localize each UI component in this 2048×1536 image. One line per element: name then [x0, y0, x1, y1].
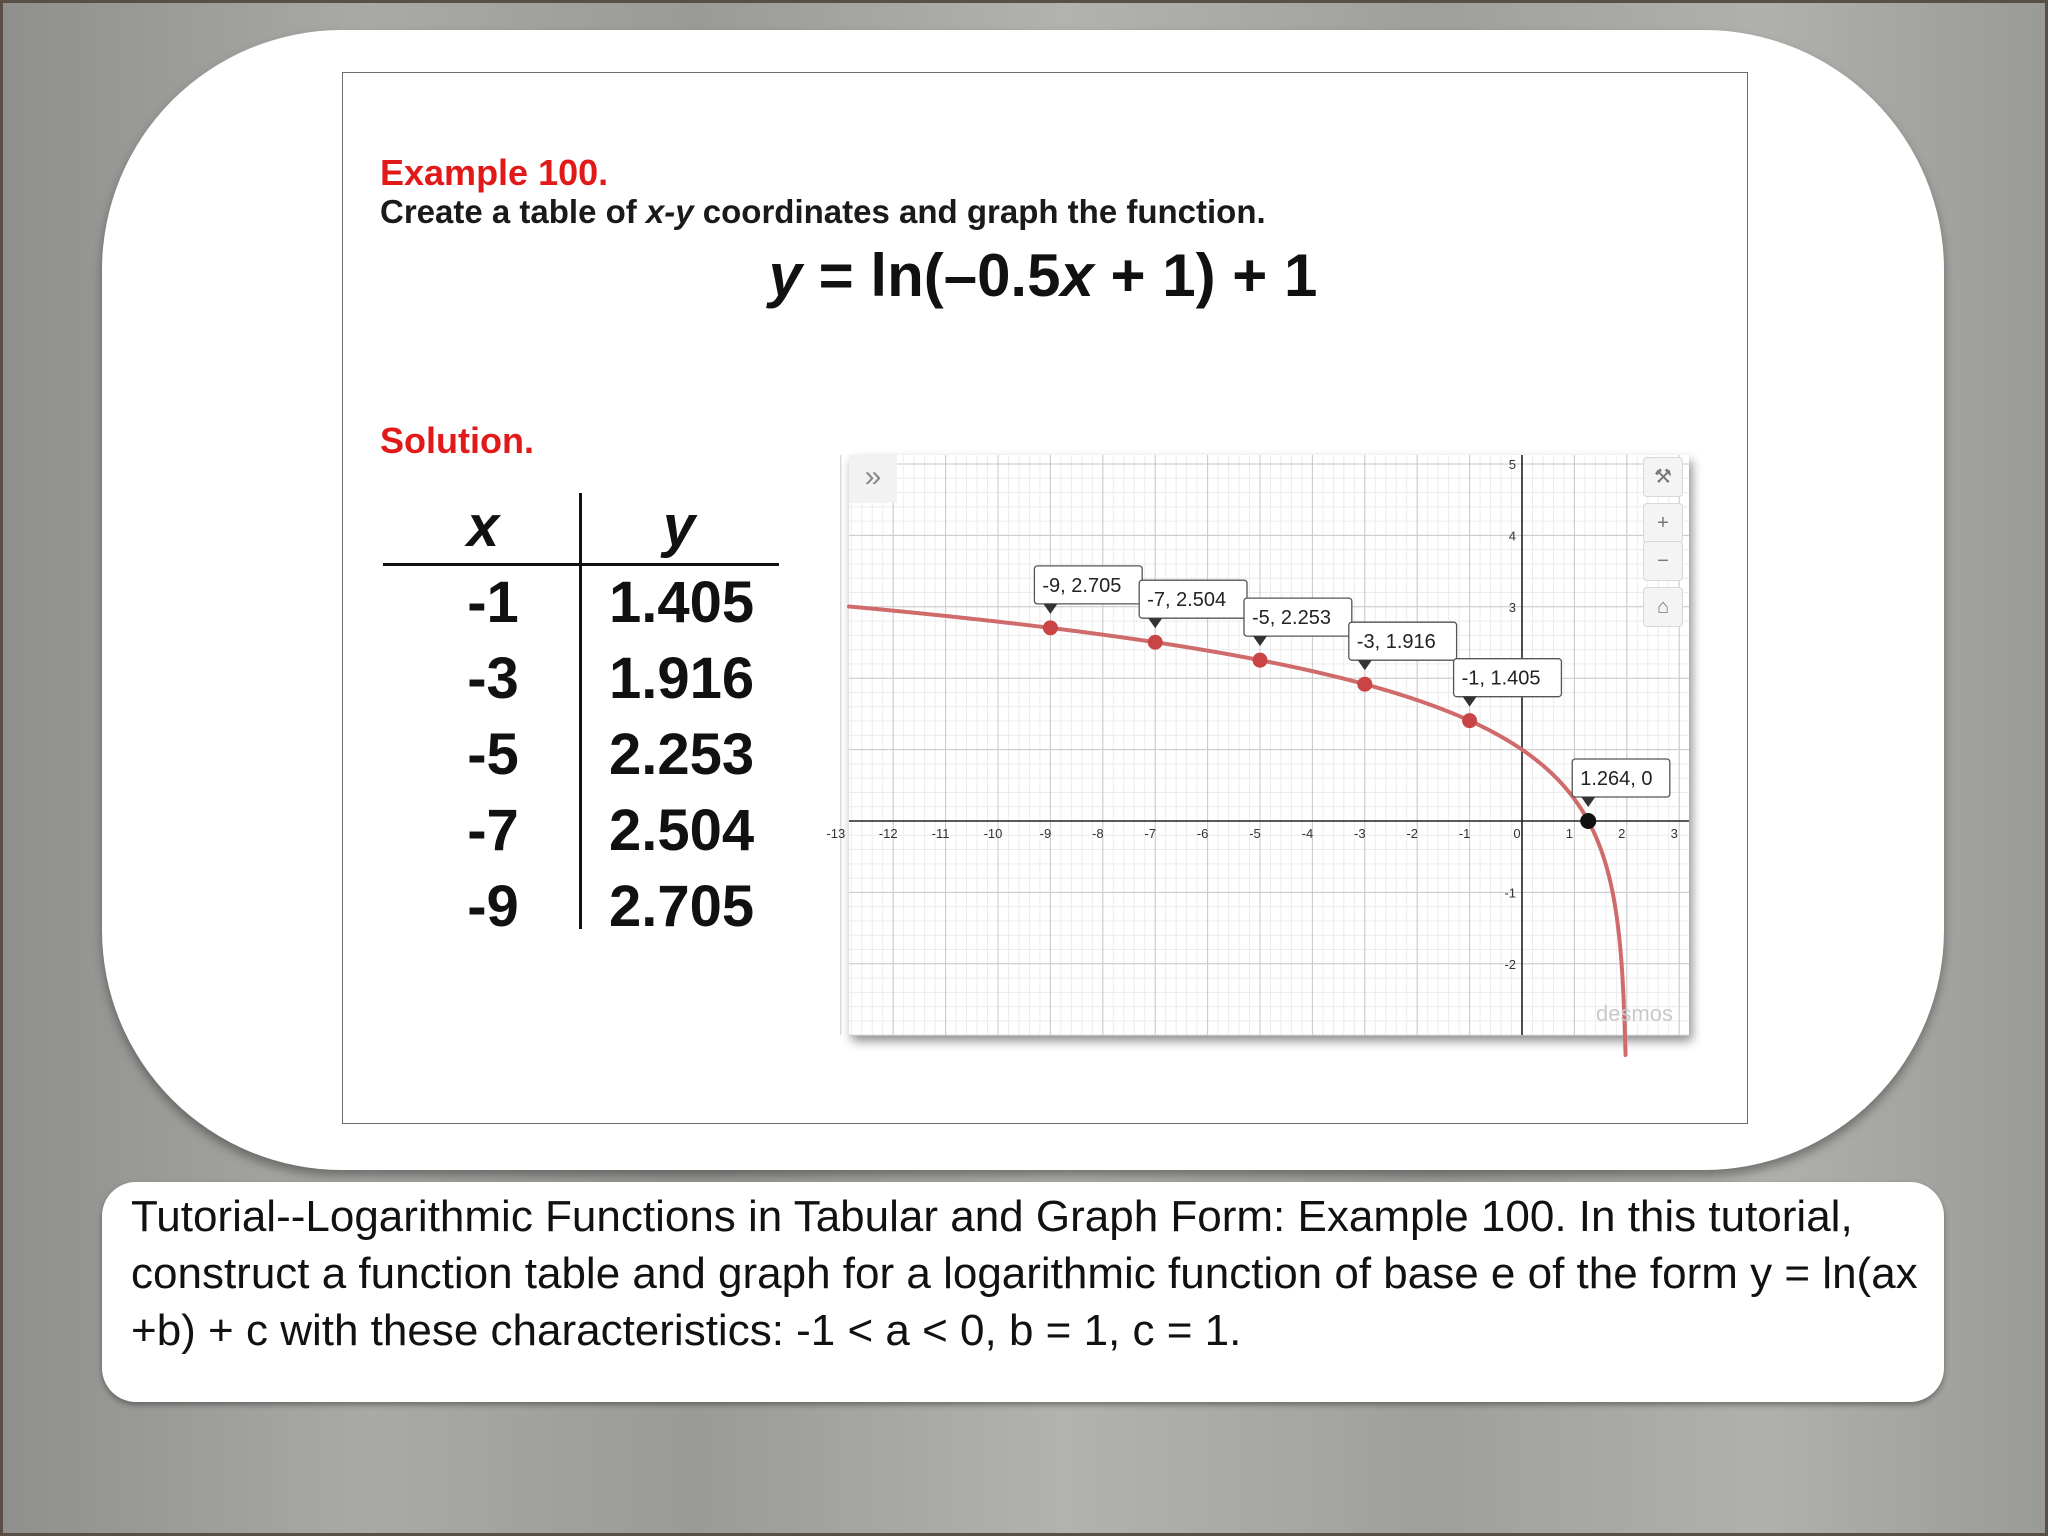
- point-label-text: -7, 2.504: [1147, 589, 1227, 612]
- instruction: [380, 193, 1266, 231]
- x-tick-label: -9: [1039, 826, 1052, 841]
- instruction-pre: Create a table of: [380, 193, 646, 230]
- table-header-x: x: [466, 494, 500, 559]
- slide: [342, 72, 1748, 1124]
- data-point[interactable]: [1148, 635, 1163, 650]
- x-tick-label: 3: [1670, 826, 1678, 841]
- table-cell-x: -5: [467, 722, 519, 787]
- x-tick-label: -5: [1249, 826, 1261, 841]
- equation-tail: + 1) + 1: [1093, 242, 1318, 309]
- function-equation: [643, 241, 1443, 310]
- graph-background: [849, 455, 1689, 1035]
- graph-panel[interactable]: [826, 455, 1689, 1035]
- wrench-icon[interactable]: ⚒: [1643, 457, 1683, 497]
- x-intercept-point[interactable]: [1580, 813, 1596, 829]
- example-title: Example 100.: [380, 152, 609, 193]
- x-tick-label: 2: [1618, 826, 1626, 841]
- table-cell-x: -7: [467, 798, 519, 863]
- y-tick-label: -1: [1504, 885, 1516, 901]
- table-cell-y: 2.253: [609, 722, 755, 787]
- x-tick-label: -12: [878, 826, 898, 841]
- point-label-text: -1, 1.405: [1461, 667, 1541, 690]
- table-cell-y: 1.916: [609, 646, 755, 711]
- minus-icon[interactable]: −: [1643, 541, 1683, 581]
- x-tick-label: -8: [1092, 826, 1104, 841]
- y-tick-label: 5: [1508, 457, 1516, 472]
- equation-x: x: [1060, 242, 1094, 309]
- x-tick-label: 0: [1513, 826, 1521, 841]
- point-label-text: -9, 2.705: [1042, 574, 1122, 597]
- table-cell-x: -1: [467, 570, 519, 635]
- equation-mid: = ln(–0.5: [802, 242, 1061, 309]
- caption-card: [102, 1182, 1944, 1402]
- table-cell-y: 2.705: [609, 874, 755, 939]
- x-tick-label: -13: [826, 826, 846, 841]
- home-icon[interactable]: ⌂: [1643, 587, 1683, 627]
- x-tick-label: -1: [1458, 826, 1471, 841]
- x-tick-label: -11: [931, 826, 950, 841]
- x-tick-label: -3: [1354, 826, 1366, 841]
- x-tick-label: 1: [1565, 826, 1574, 841]
- y-tick-label: 4: [1508, 528, 1516, 544]
- y-tick-label: 3: [1508, 599, 1516, 615]
- plus-icon[interactable]: +: [1643, 503, 1683, 543]
- data-point[interactable]: [1253, 653, 1268, 668]
- point-label-text: 1.264, 0: [1580, 768, 1653, 790]
- table-cell-y: 2.504: [609, 798, 755, 863]
- table-header-y: y: [662, 494, 696, 559]
- xy-table: [383, 493, 779, 1025]
- x-tick-label: -2: [1406, 826, 1418, 841]
- instruction-post: coordinates and graph the function.: [693, 193, 1266, 230]
- point-label-text: -5, 2.253: [1252, 607, 1331, 630]
- data-point[interactable]: [1357, 677, 1372, 692]
- table-vertical-divider: [579, 493, 582, 929]
- table-cell-y: 1.405: [609, 570, 755, 635]
- equation-y: y: [768, 242, 803, 309]
- instruction-variable: x-y: [645, 193, 694, 230]
- x-tick-label: -10: [983, 826, 1003, 841]
- x-tick-label: -7: [1144, 826, 1156, 841]
- x-tick-label: -4: [1301, 826, 1314, 841]
- desmos-watermark: desmos: [1595, 1001, 1673, 1026]
- data-point[interactable]: [1462, 713, 1477, 728]
- double-chevron-right-icon[interactable]: »: [849, 455, 897, 503]
- data-point[interactable]: [1043, 620, 1058, 635]
- solution-title: Solution.: [380, 420, 534, 461]
- point-label-text: -3, 1.916: [1356, 631, 1436, 654]
- table-cell-x: -9: [467, 874, 519, 939]
- graph-canvas[interactable]: [826, 455, 1689, 1035]
- x-tick-label: -6: [1196, 826, 1209, 841]
- table-cell-x: -3: [467, 646, 519, 711]
- caption-text: Tutorial--Logarithmic Functions in Tabular and Graph Form: Example 100. In this tutorial, construct a function table and graph for a logarithmic function of base e of the form y = ln(ax +b) + c with these characteristics: -1 < a < 0, b = 1, c = 1.: [131, 1192, 1918, 1355]
- y-tick-label: -2: [1504, 956, 1516, 972]
